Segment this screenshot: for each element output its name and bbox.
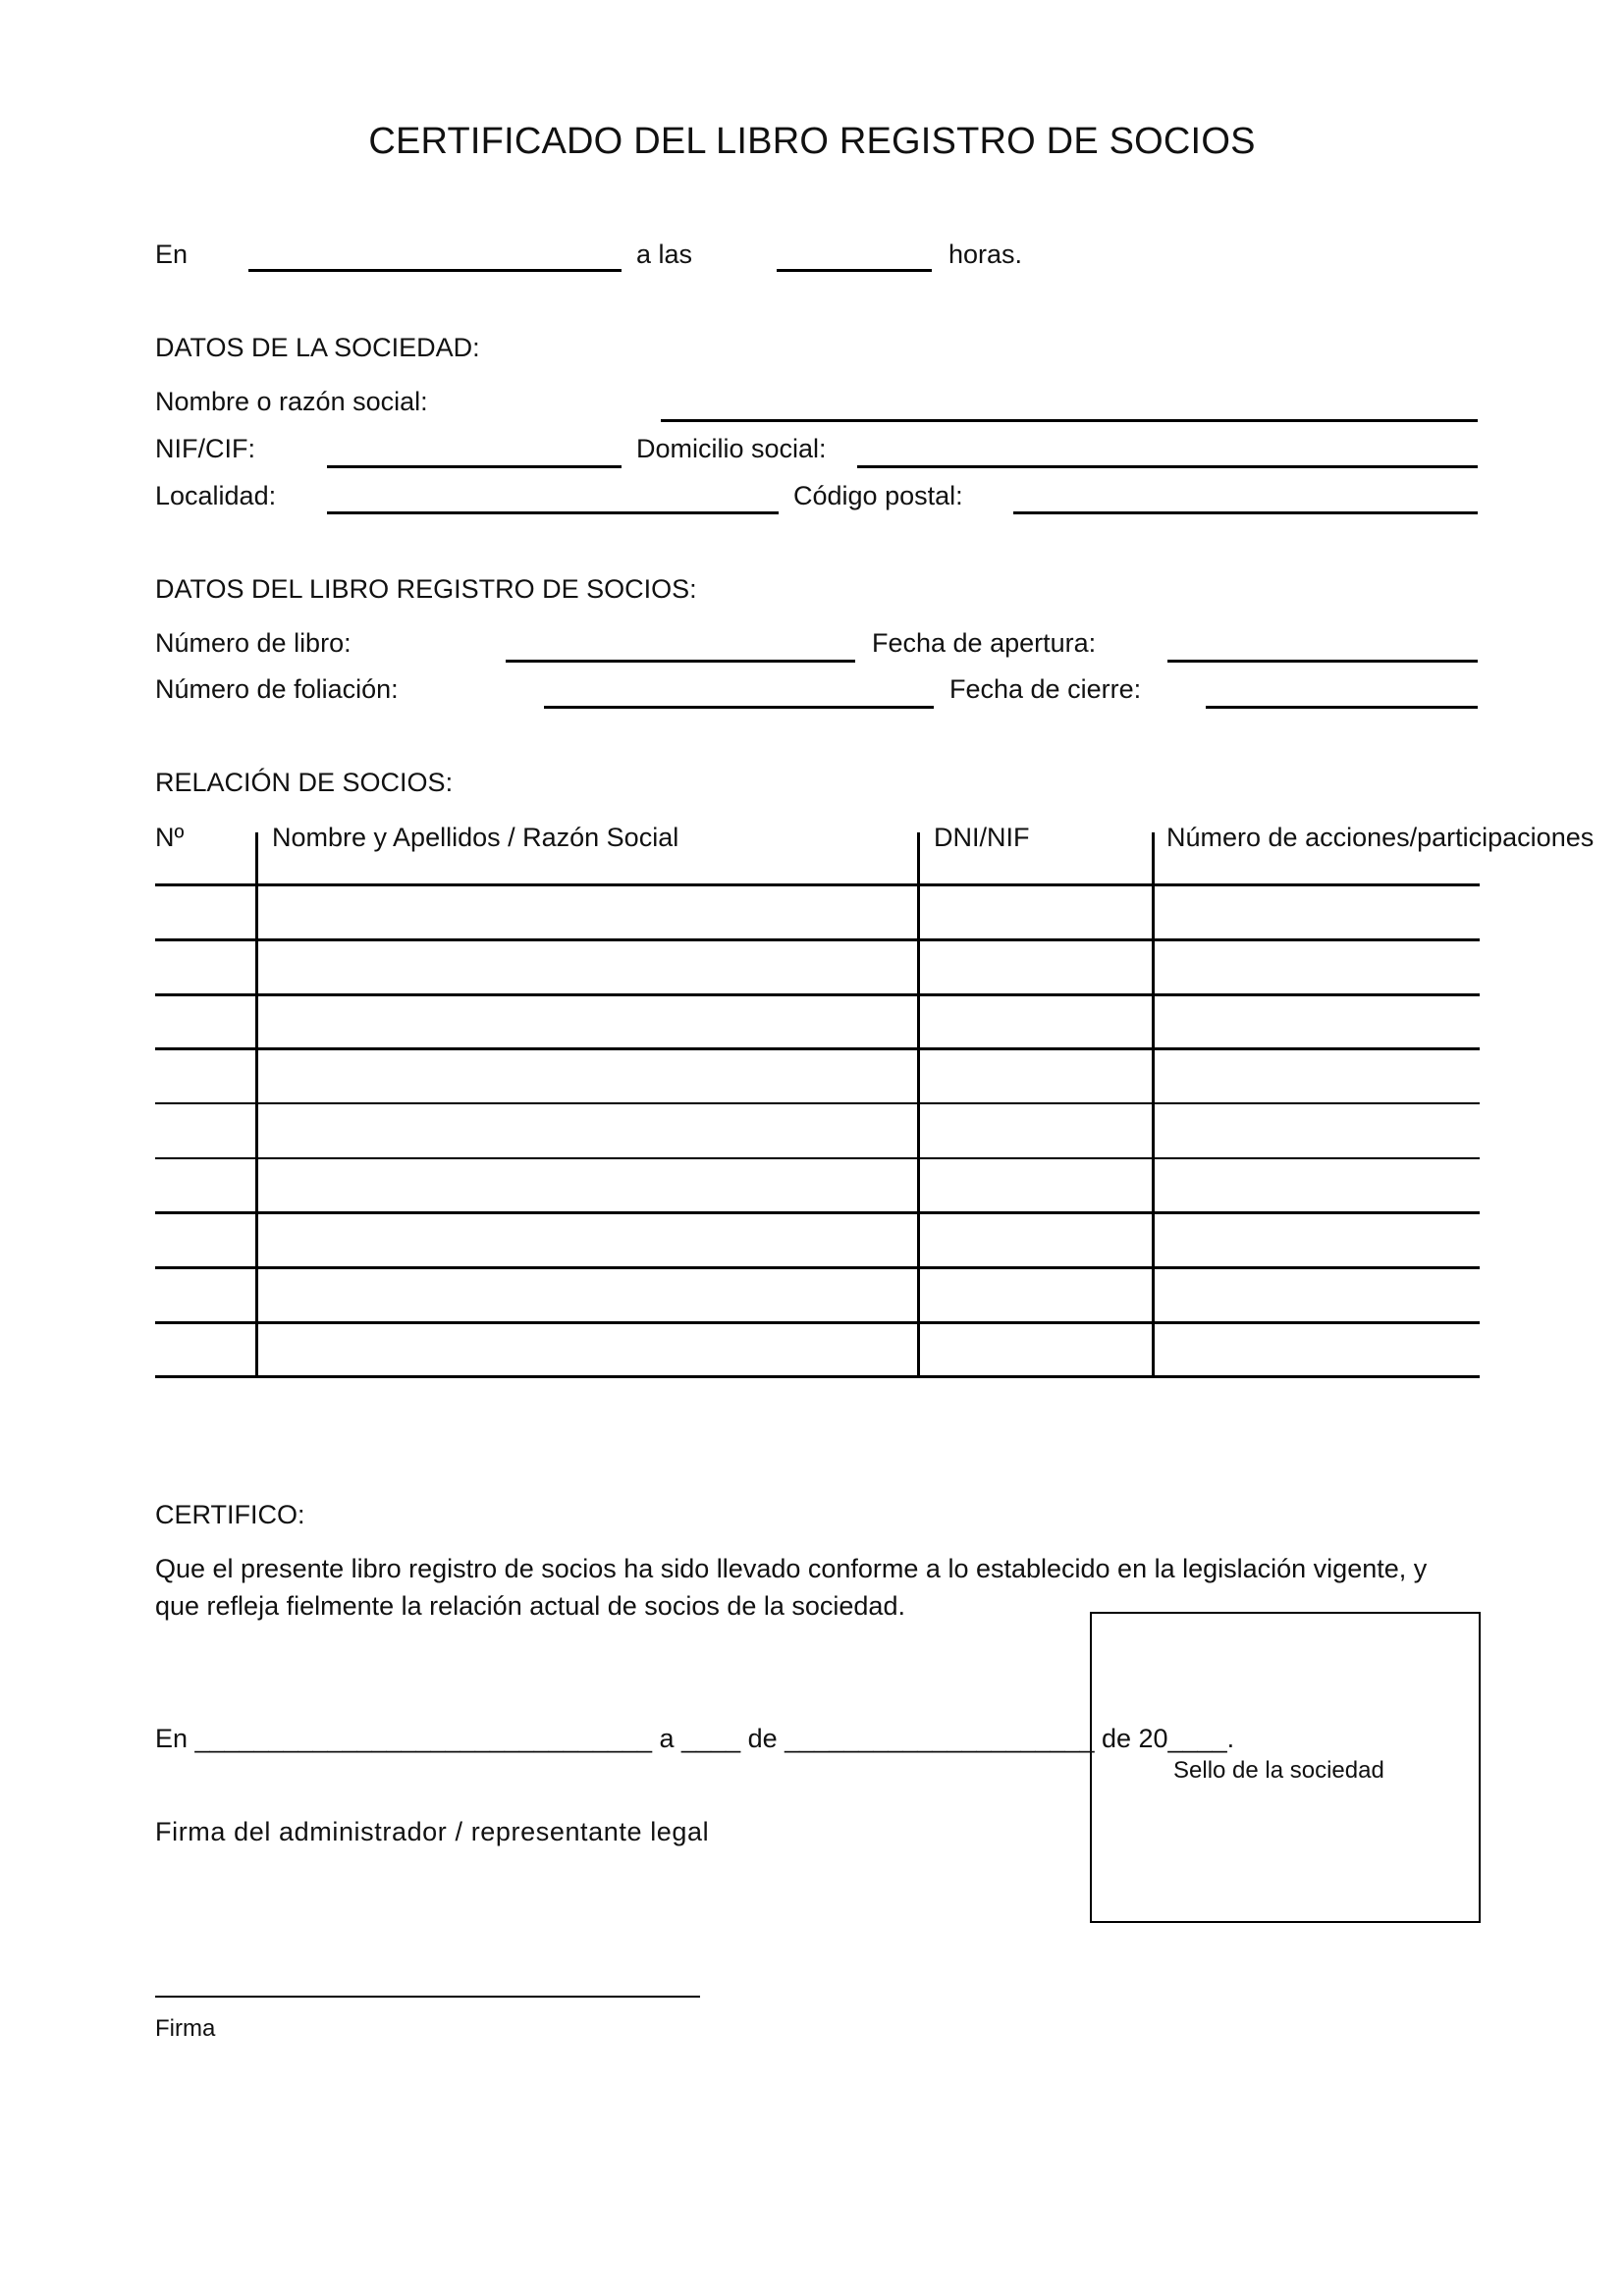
- domicilio-social-input[interactable]: [857, 444, 1478, 468]
- signature-line[interactable]: [155, 1996, 700, 1998]
- fecha-cierre-label: Fecha de cierre:: [949, 674, 1142, 704]
- column-divider: [917, 832, 920, 1377]
- socios-heading: RELACIÓN DE SOCIOS:: [155, 768, 454, 797]
- table-row[interactable]: [155, 1102, 1480, 1104]
- table-row[interactable]: [155, 1266, 1480, 1269]
- certifico-text-line-1: Que el presente libro registro de socios ha sido llevado conforme a lo establecido en la legislación vigente, y: [155, 1554, 1428, 1583]
- table-row[interactable]: [155, 938, 1480, 941]
- nombre-razon-social-input[interactable]: [661, 398, 1478, 422]
- table-header-rule: [155, 883, 1480, 886]
- column-header-numero: Nº: [155, 823, 185, 852]
- table-row[interactable]: [155, 1211, 1480, 1214]
- admin-signature-label: Firma del administrador / representante legal: [155, 1817, 710, 1846]
- table-row[interactable]: [155, 993, 1480, 996]
- fecha-apertura-input[interactable]: [1167, 638, 1478, 663]
- numero-libro-label: Número de libro:: [155, 628, 352, 658]
- firma-label: Firma: [155, 2015, 216, 2042]
- domicilio-social-label: Domicilio social:: [636, 434, 827, 463]
- en-label: En: [155, 240, 189, 269]
- time-input[interactable]: [777, 247, 932, 272]
- column-divider: [1152, 832, 1155, 1377]
- localidad-input[interactable]: [327, 490, 779, 514]
- place-input[interactable]: [248, 247, 622, 272]
- numero-foliacion-label: Número de foliación:: [155, 674, 399, 704]
- column-divider: [255, 832, 258, 1377]
- sociedad-heading: DATOS DE LA SOCIEDAD:: [155, 333, 480, 362]
- fecha-apertura-label: Fecha de apertura:: [872, 628, 1097, 658]
- codigo-postal-label: Código postal:: [793, 481, 963, 510]
- table-row[interactable]: [155, 1047, 1480, 1050]
- nif-cif-label: NIF/CIF:: [155, 434, 255, 463]
- column-header-dni-nif: DNI/NIF: [934, 823, 1030, 852]
- table-row[interactable]: [155, 1321, 1480, 1324]
- localidad-label: Localidad:: [155, 481, 277, 510]
- nombre-razon-social-label: Nombre o razón social:: [155, 387, 428, 416]
- libro-heading: DATOS DEL LIBRO REGISTRO DE SOCIOS:: [155, 574, 697, 604]
- fecha-cierre-input[interactable]: [1206, 684, 1478, 709]
- table-row[interactable]: [155, 1157, 1480, 1159]
- stamp-label: Sello de la sociedad: [1173, 1757, 1384, 1784]
- column-header-nombre: Nombre y Apellidos / Razón Social: [272, 823, 679, 852]
- certifico-text-line-2: que refleja fielmente la relación actual de socios de la sociedad.: [155, 1591, 905, 1621]
- numero-foliacion-input[interactable]: [544, 684, 934, 709]
- horas-label: horas.: [948, 240, 1023, 269]
- a-las-label: a las: [636, 240, 693, 269]
- nif-cif-input[interactable]: [327, 444, 622, 468]
- codigo-postal-input[interactable]: [1013, 490, 1478, 514]
- column-header-acciones: Número de acciones/participaciones: [1166, 823, 1595, 852]
- signature-date-line[interactable]: En _______________________________ a ____ de _____________________ de 20____.: [155, 1724, 1235, 1753]
- numero-libro-input[interactable]: [506, 638, 855, 663]
- table-row[interactable]: [155, 1375, 1480, 1378]
- certifico-heading: CERTIFICO:: [155, 1500, 305, 1529]
- document-title: CERTIFICADO DEL LIBRO REGISTRO DE SOCIOS: [368, 121, 1256, 162]
